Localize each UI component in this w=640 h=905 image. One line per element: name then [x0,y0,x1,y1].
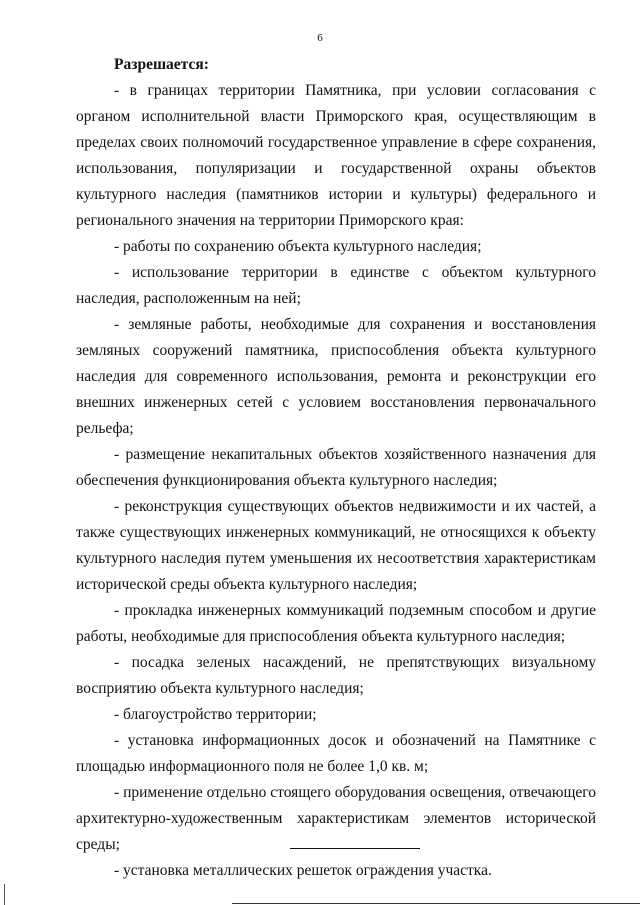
paragraph-lighting-equipment: - применение отдельно стоящего оборудования освещения, отвечающего архитектурно-художественным характеристикам элементов исторической среды; [76,784,596,853]
document-body [76,52,596,884]
paragraph-territory-use: - использование территории в единстве с объектом культурного наследия, расположенным на ней; [76,264,596,307]
bottom-edge-rule [232,903,640,904]
paragraph-non-capital-objects: - размещение некапитальных объектов хозяйственного назначения для обеспечения функционирования объекта культурного наследия; [76,446,596,489]
paragraph-metal-fencing: - установка металлических решеток ограждения участка. [114,862,492,879]
paragraph-underground-utilities: - прокладка инженерных коммуникаций подземным способом и другие работы, необходимые для приспособления объекта культурного наследия; [76,602,596,645]
paragraph-green-planting: - посадка зеленых насаждений, не препятствующих визуальному восприятию объекта культурного наследия; [76,654,596,697]
paragraph-landscaping: - благоустройство территории; [114,706,317,723]
paragraph-information-boards: - установка информационных досок и обозначений на Памятнике с площадью информационного поля не более 1,0 кв. м; [76,732,596,775]
page-number: 6 [317,32,323,44]
paragraph-reconstruction: - реконструкция существующих объектов недвижимости и их частей, а также существующих инженерных коммуникаций, не относящихся к объекту культурного наследия путем уменьшения их несоответствия характеристикам исторической среды объекта культурного наследия; [76,498,596,593]
scan-edge-mark [4,884,5,905]
end-of-text-rule [290,848,420,849]
paragraph-earthworks: - земляные работы, необходимые для сохранения и восстановления земляных сооружений памятника, приспособления объекта культурного наследия для современного использования, ремонта и реконструкции его внешних инженерных сетей с условием восстановления первоначального рельефа; [76,316,596,437]
section-heading: Разрешается: [114,56,209,73]
paragraph-permission-scope: - в границах территории Памятника, при условии согласования с органом исполнительной власти Приморского края, осуществляющим в пределах своих полномочий государственное управление в сфере сохранения, использования, популяризации и государственной охраны объектов культурного наследия (памятников истории и культуры) федерального и регионального значения на территории Приморского края: [76,82,596,229]
paragraph-preservation-works: - работы по сохранению объекта культурного наследия; [114,238,482,255]
